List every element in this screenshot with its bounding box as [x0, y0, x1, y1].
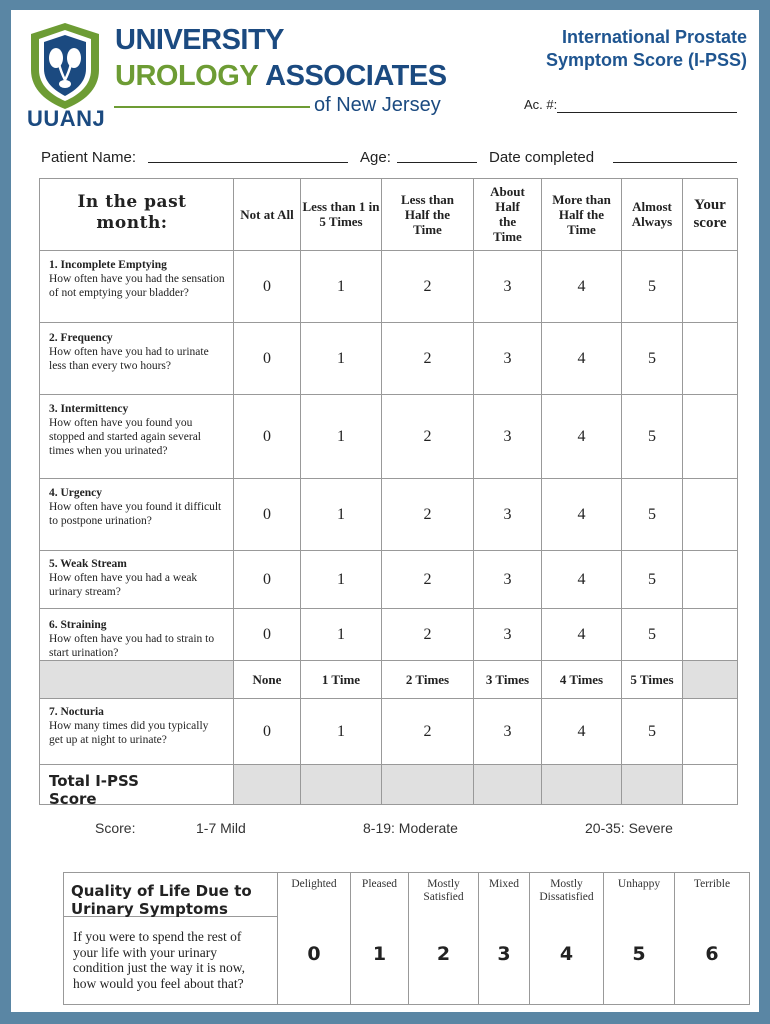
- score-option[interactable]: 4: [577, 570, 586, 588]
- score-option[interactable]: 1: [337, 625, 345, 643]
- score-option[interactable]: 1: [337, 277, 345, 295]
- qol-header-mostly-satisfied: Mostly Satisfied: [423, 878, 464, 903]
- header-1-time: 1 Time: [321, 671, 361, 687]
- total-score-field[interactable]: [683, 765, 737, 804]
- header-almost-always: Almost Always: [631, 199, 673, 229]
- qol-option[interactable]: 2: [436, 943, 451, 965]
- score-option[interactable]: 5: [648, 505, 656, 523]
- header-less-than-half: Less than Half the Time: [400, 191, 455, 237]
- qol-header-mixed: Mixed: [488, 878, 520, 890]
- qol-header-unhappy: Unhappy: [617, 878, 661, 890]
- brand-associates: ASSOCIATES: [265, 60, 447, 92]
- your-score-field[interactable]: [683, 251, 737, 322]
- account-number-label: Ac. #:: [524, 97, 558, 112]
- your-score-field[interactable]: [683, 395, 737, 478]
- score-option[interactable]: 5: [648, 277, 656, 295]
- quality-of-life-question: If you were to spend the rest of your life with your urinary condition just the way it is now, how would you feel about that?: [73, 929, 245, 991]
- patient-name-field[interactable]: [148, 162, 348, 163]
- score-option[interactable]: 0: [263, 570, 271, 588]
- score-option[interactable]: 0: [263, 722, 271, 740]
- qol-header-terrible: Terrible: [693, 878, 731, 890]
- brand-name-line2: [115, 60, 447, 93]
- brand-abbreviation: UUANJ: [27, 106, 106, 131]
- your-score-field[interactable]: [683, 609, 737, 660]
- form-title-line1: International Prostate: [561, 27, 747, 47]
- score-legend-severe: 20-35: Severe: [585, 820, 673, 836]
- age-field[interactable]: [397, 162, 477, 163]
- date-completed-field[interactable]: [613, 162, 737, 163]
- score-option[interactable]: 4: [577, 349, 586, 367]
- quality-of-life-table: [63, 872, 750, 1005]
- question-urgency: 4. Urgency How often have you found it difficult to postpone urination?: [49, 487, 222, 527]
- score-option[interactable]: 0: [263, 277, 271, 295]
- score-option[interactable]: 3: [503, 625, 512, 643]
- score-option[interactable]: 5: [648, 722, 656, 740]
- your-score-field[interactable]: [683, 699, 737, 764]
- question-incomplete-emptying: 1. Incomplete Emptying How often have you had the sensation of not emptying your bladder?: [49, 259, 225, 299]
- score-option[interactable]: 2: [423, 505, 432, 523]
- score-option[interactable]: 2: [423, 625, 432, 643]
- ipss-form-page: [11, 10, 759, 1012]
- score-option[interactable]: 0: [263, 505, 271, 523]
- score-option[interactable]: 4: [577, 277, 586, 295]
- score-option[interactable]: 2: [423, 277, 432, 295]
- score-option[interactable]: 1: [337, 427, 345, 445]
- brand-urology: UROLOGY: [115, 60, 258, 92]
- qol-header-pleased: Pleased: [361, 878, 398, 890]
- header-less-than-1-in-5: Less than 1 in 5 Times: [302, 199, 380, 229]
- header-3-times: 3 Times: [485, 671, 530, 687]
- score-option[interactable]: 0: [263, 625, 271, 643]
- header-4-times: 4 Times: [559, 671, 604, 687]
- brand-name-line1: UNIVERSITY: [115, 24, 285, 56]
- score-option[interactable]: 2: [423, 349, 432, 367]
- score-option[interactable]: 4: [577, 427, 586, 445]
- score-option[interactable]: 1: [337, 505, 345, 523]
- symptom-score-table: [39, 178, 738, 808]
- score-option[interactable]: 5: [648, 625, 656, 643]
- question-intermittency: 3. Intermittency How often have you found you stopped and started again several times when you urinated?: [49, 403, 201, 457]
- qol-header-mostly-dissatisfied: Mostly Dissatisfied: [539, 878, 594, 903]
- patient-name-label: Patient Name:: [41, 149, 137, 166]
- header-none: None: [252, 671, 282, 687]
- score-option[interactable]: 3: [503, 277, 512, 295]
- score-option[interactable]: 5: [648, 349, 656, 367]
- score-option[interactable]: 2: [423, 427, 432, 445]
- your-score-field[interactable]: [683, 323, 737, 394]
- your-score-field[interactable]: [683, 551, 737, 608]
- header-your-score: Your score: [693, 197, 727, 231]
- qol-option[interactable]: 3: [497, 943, 511, 965]
- header-2-times: 2 Times: [405, 671, 450, 687]
- form-title: [487, 26, 747, 72]
- shaded-cell: [682, 660, 737, 698]
- score-legend-label: Score:: [95, 820, 136, 836]
- score-option[interactable]: 3: [503, 427, 512, 445]
- brand-name-line3: of New Jersey: [314, 94, 441, 116]
- qol-option[interactable]: 5: [632, 943, 646, 965]
- past-month-heading: In the past month:: [77, 192, 187, 233]
- question-straining: 6. Straining How often have you had to strain to start urination?: [49, 619, 215, 659]
- score-option[interactable]: 2: [423, 722, 432, 740]
- kidney-shield-logo-icon: [27, 20, 103, 112]
- shaded-cell: [39, 660, 233, 698]
- score-option[interactable]: 5: [648, 427, 656, 445]
- score-option[interactable]: 3: [503, 349, 512, 367]
- score-option[interactable]: 3: [503, 570, 512, 588]
- score-option[interactable]: 2: [423, 570, 432, 588]
- score-option[interactable]: 3: [503, 505, 512, 523]
- score-option[interactable]: 5: [648, 570, 656, 588]
- age-label: Age:: [360, 149, 391, 166]
- question-frequency: 2. Frequency How often have you had to urinate less than every two hours?: [49, 332, 209, 372]
- date-completed-label: Date completed: [489, 149, 595, 166]
- qol-option[interactable]: 1: [372, 943, 387, 965]
- account-number-field[interactable]: [557, 112, 737, 113]
- score-option[interactable]: 0: [263, 427, 271, 445]
- header-about-half: About Half the Time: [490, 184, 525, 244]
- question-nocturia: 7. Nocturia How many times did you typically get up at night to urinate?: [49, 706, 209, 746]
- total-ipss-label: Total I-PSS Score: [49, 772, 139, 808]
- form-title-line2: Symptom Score (I-PSS): [545, 50, 747, 70]
- score-legend-mild: 1-7 Mild: [196, 820, 246, 836]
- qol-option[interactable]: 6: [705, 943, 719, 965]
- score-option[interactable]: 0: [263, 349, 271, 367]
- your-score-field[interactable]: [683, 479, 737, 550]
- header-not-at-all: Not at All: [240, 206, 294, 222]
- header-5-times: 5 Times: [630, 671, 674, 687]
- score-option[interactable]: 4: [577, 625, 586, 643]
- score-option[interactable]: 3: [503, 722, 512, 740]
- brand-divider: [114, 106, 310, 108]
- score-option[interactable]: 4: [577, 722, 586, 740]
- score-option[interactable]: 1: [337, 722, 345, 740]
- score-legend-moderate: 8-19: Moderate: [363, 820, 458, 836]
- score-option[interactable]: 1: [337, 570, 345, 588]
- question-weak-stream: 5. Weak Stream How often have you had a weak urinary stream?: [49, 558, 198, 598]
- qol-header-delighted: Delighted: [291, 878, 337, 890]
- score-option[interactable]: 1: [337, 349, 345, 367]
- quality-of-life-title: Quality of Life Due to Urinary Symptoms: [71, 882, 252, 918]
- qol-option[interactable]: 0: [307, 943, 321, 965]
- qol-option[interactable]: 4: [559, 943, 574, 965]
- header-more-than-half: More than Half the Time: [552, 191, 611, 237]
- score-option[interactable]: 4: [577, 505, 586, 523]
